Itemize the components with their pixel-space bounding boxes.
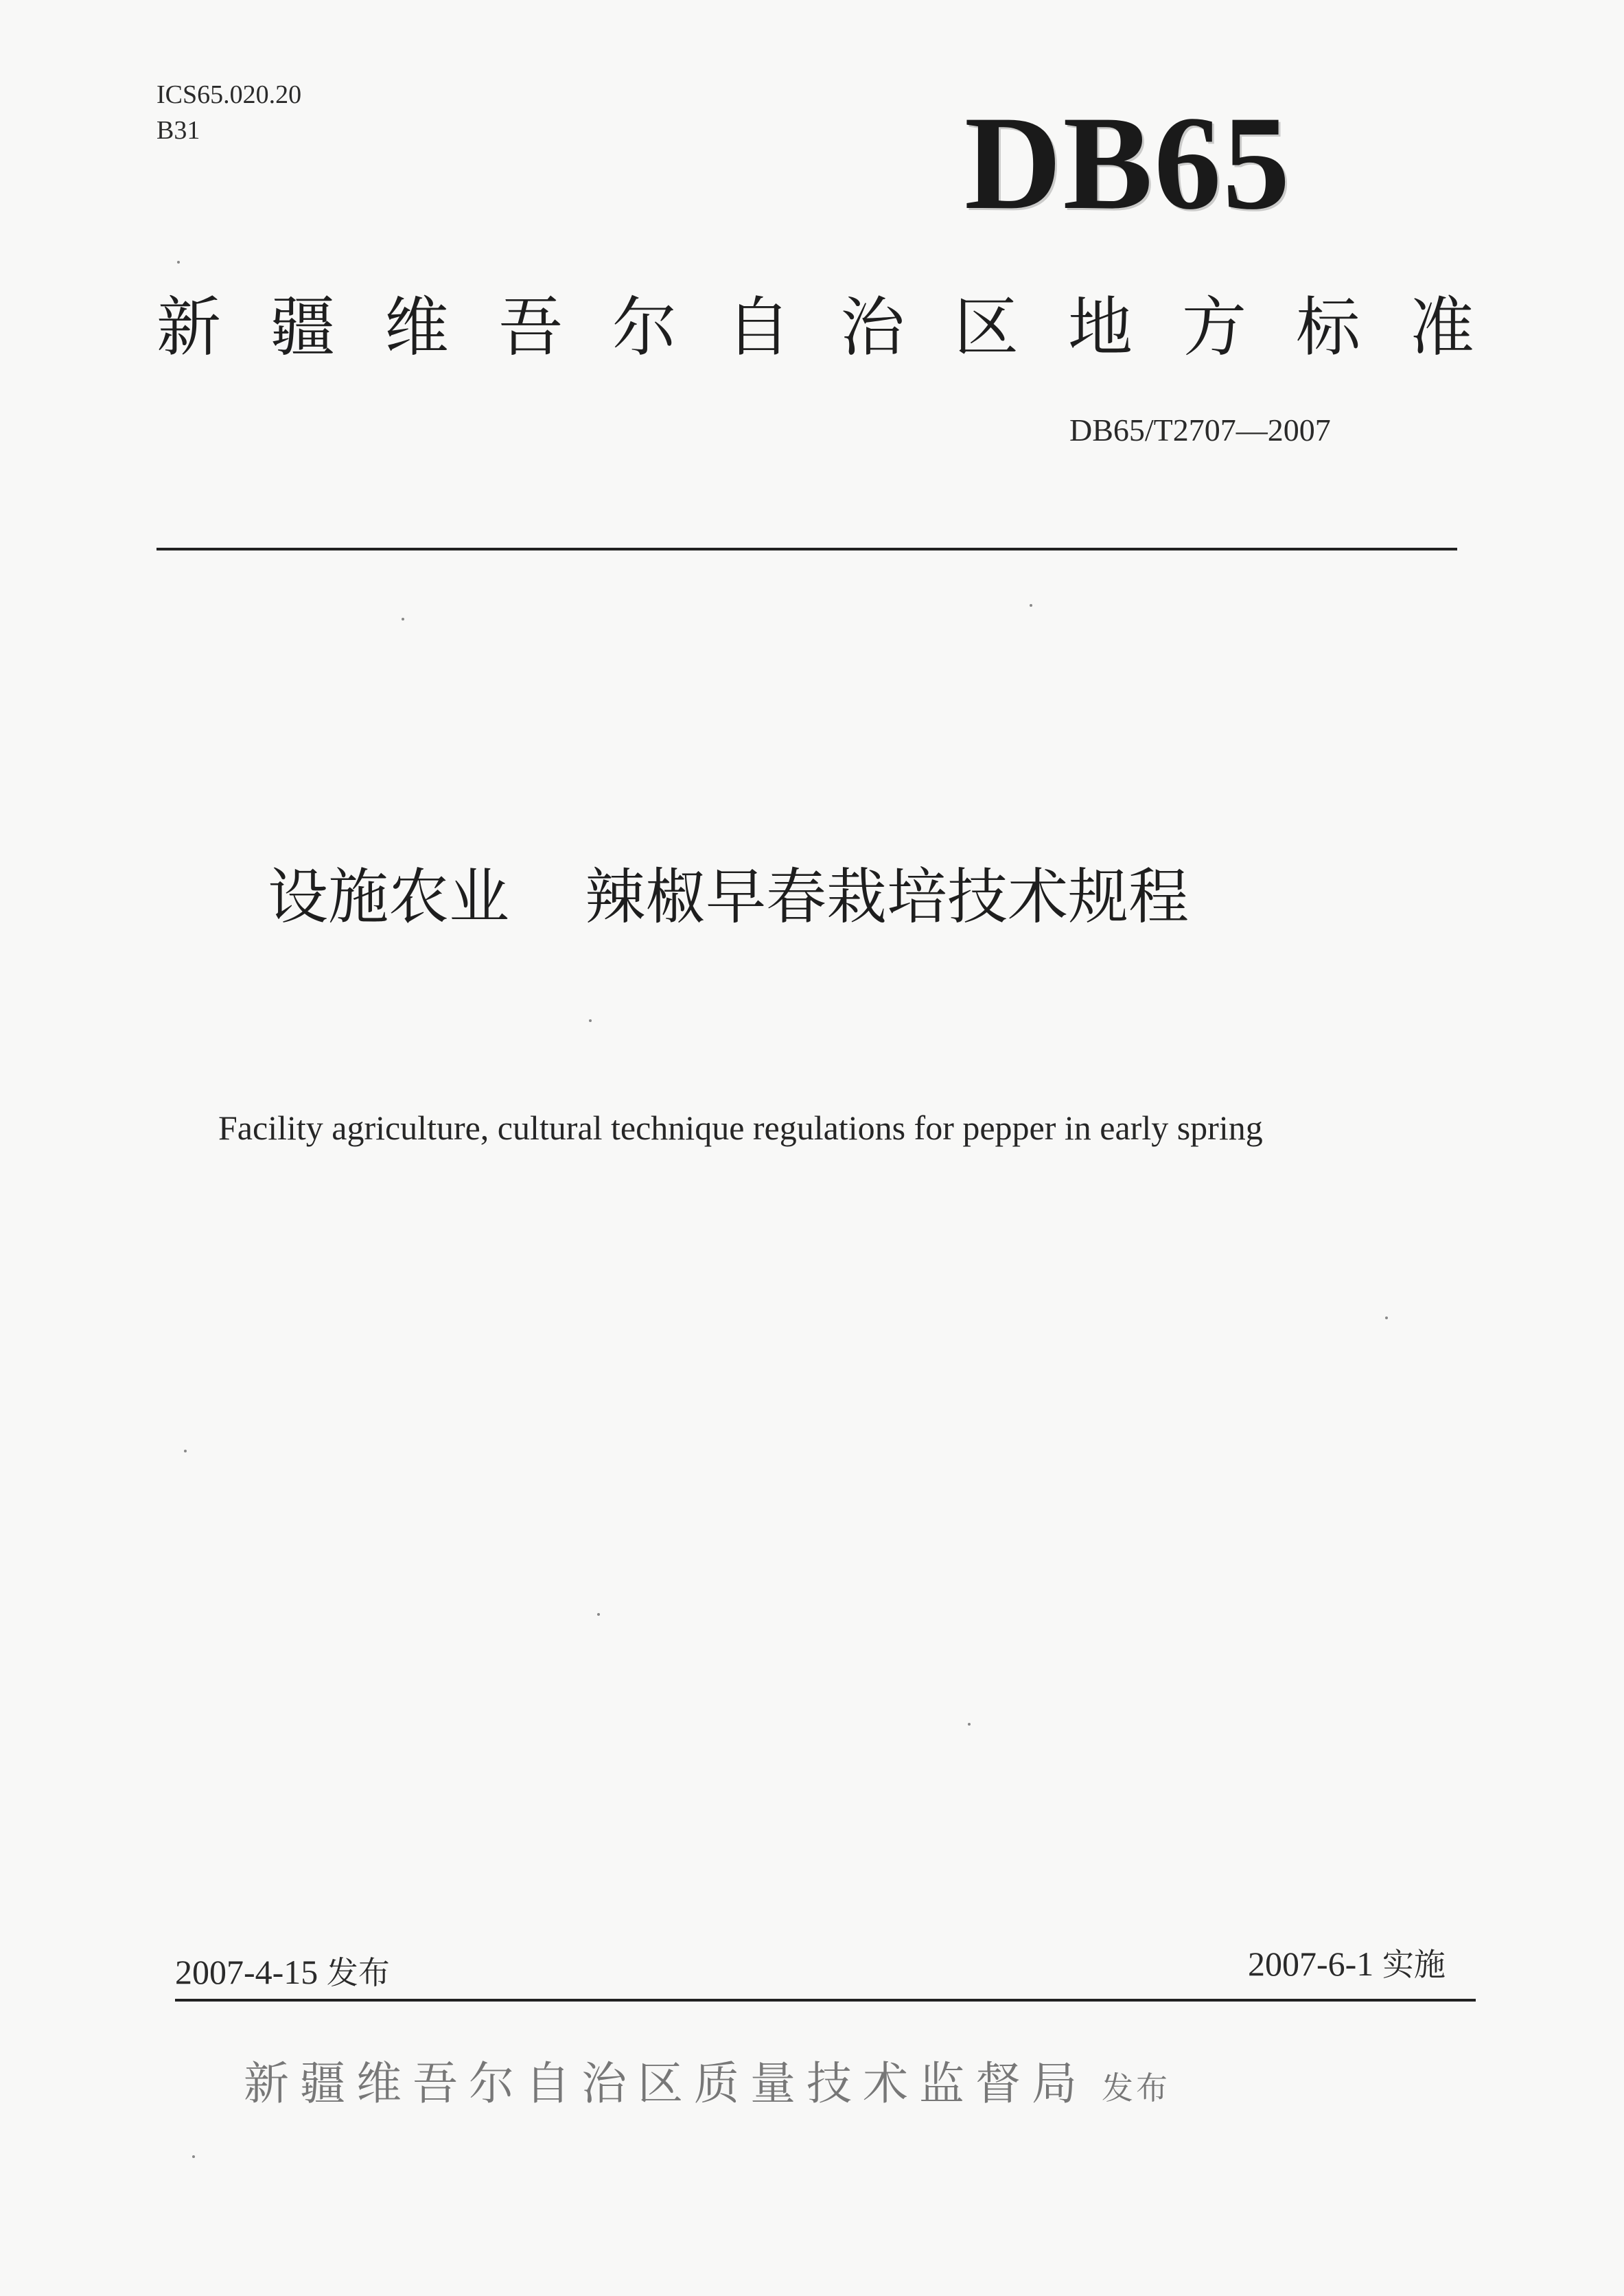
- scan-speck: [1385, 1317, 1388, 1319]
- classification-block: [156, 77, 301, 148]
- scan-speck: [589, 1019, 592, 1022]
- scan-speck: [177, 261, 180, 264]
- document-title-en: Facility agriculture, cultural technique regulations for pepper in early spring: [218, 1109, 1263, 1147]
- top-divider: [156, 548, 1457, 550]
- scan-speck: [968, 1723, 971, 1726]
- issue-label: 发布: [326, 1954, 390, 1991]
- standard-number: DB65/T2707—2007: [1069, 413, 1331, 448]
- issue-date: 2007-4-15: [175, 1953, 318, 1991]
- ics-code: ICS65.020.20: [156, 80, 302, 109]
- classification-code: B31: [156, 116, 200, 145]
- scan-speck: [597, 1613, 600, 1616]
- standard-logo: DB65: [964, 89, 1292, 237]
- scan-speck: [1030, 604, 1032, 607]
- issue-date-line: [175, 1948, 390, 1993]
- title-cn-part2: 辣椒早春栽培技术规程: [585, 861, 1190, 932]
- implementation-date-line: [1248, 1940, 1446, 1985]
- bottom-divider: [175, 1999, 1476, 2002]
- publisher-line: [244, 2047, 1170, 2112]
- publisher-name: 新疆维吾尔自治区质量技术监督局: [244, 2057, 1088, 2110]
- publisher-label: 发布: [1102, 2069, 1170, 2107]
- implementation-label: 实施: [1382, 1946, 1446, 1983]
- scan-speck: [402, 618, 404, 621]
- implementation-date: 2007-6-1: [1248, 1945, 1374, 1983]
- title-cn-part1: 设施农业: [268, 861, 510, 932]
- scan-speck: [192, 2155, 195, 2158]
- standard-category-title: 新疆维吾尔自治区地方标准: [156, 290, 1524, 365]
- document-title-cn: [268, 859, 1189, 935]
- scan-speck: [184, 1450, 187, 1452]
